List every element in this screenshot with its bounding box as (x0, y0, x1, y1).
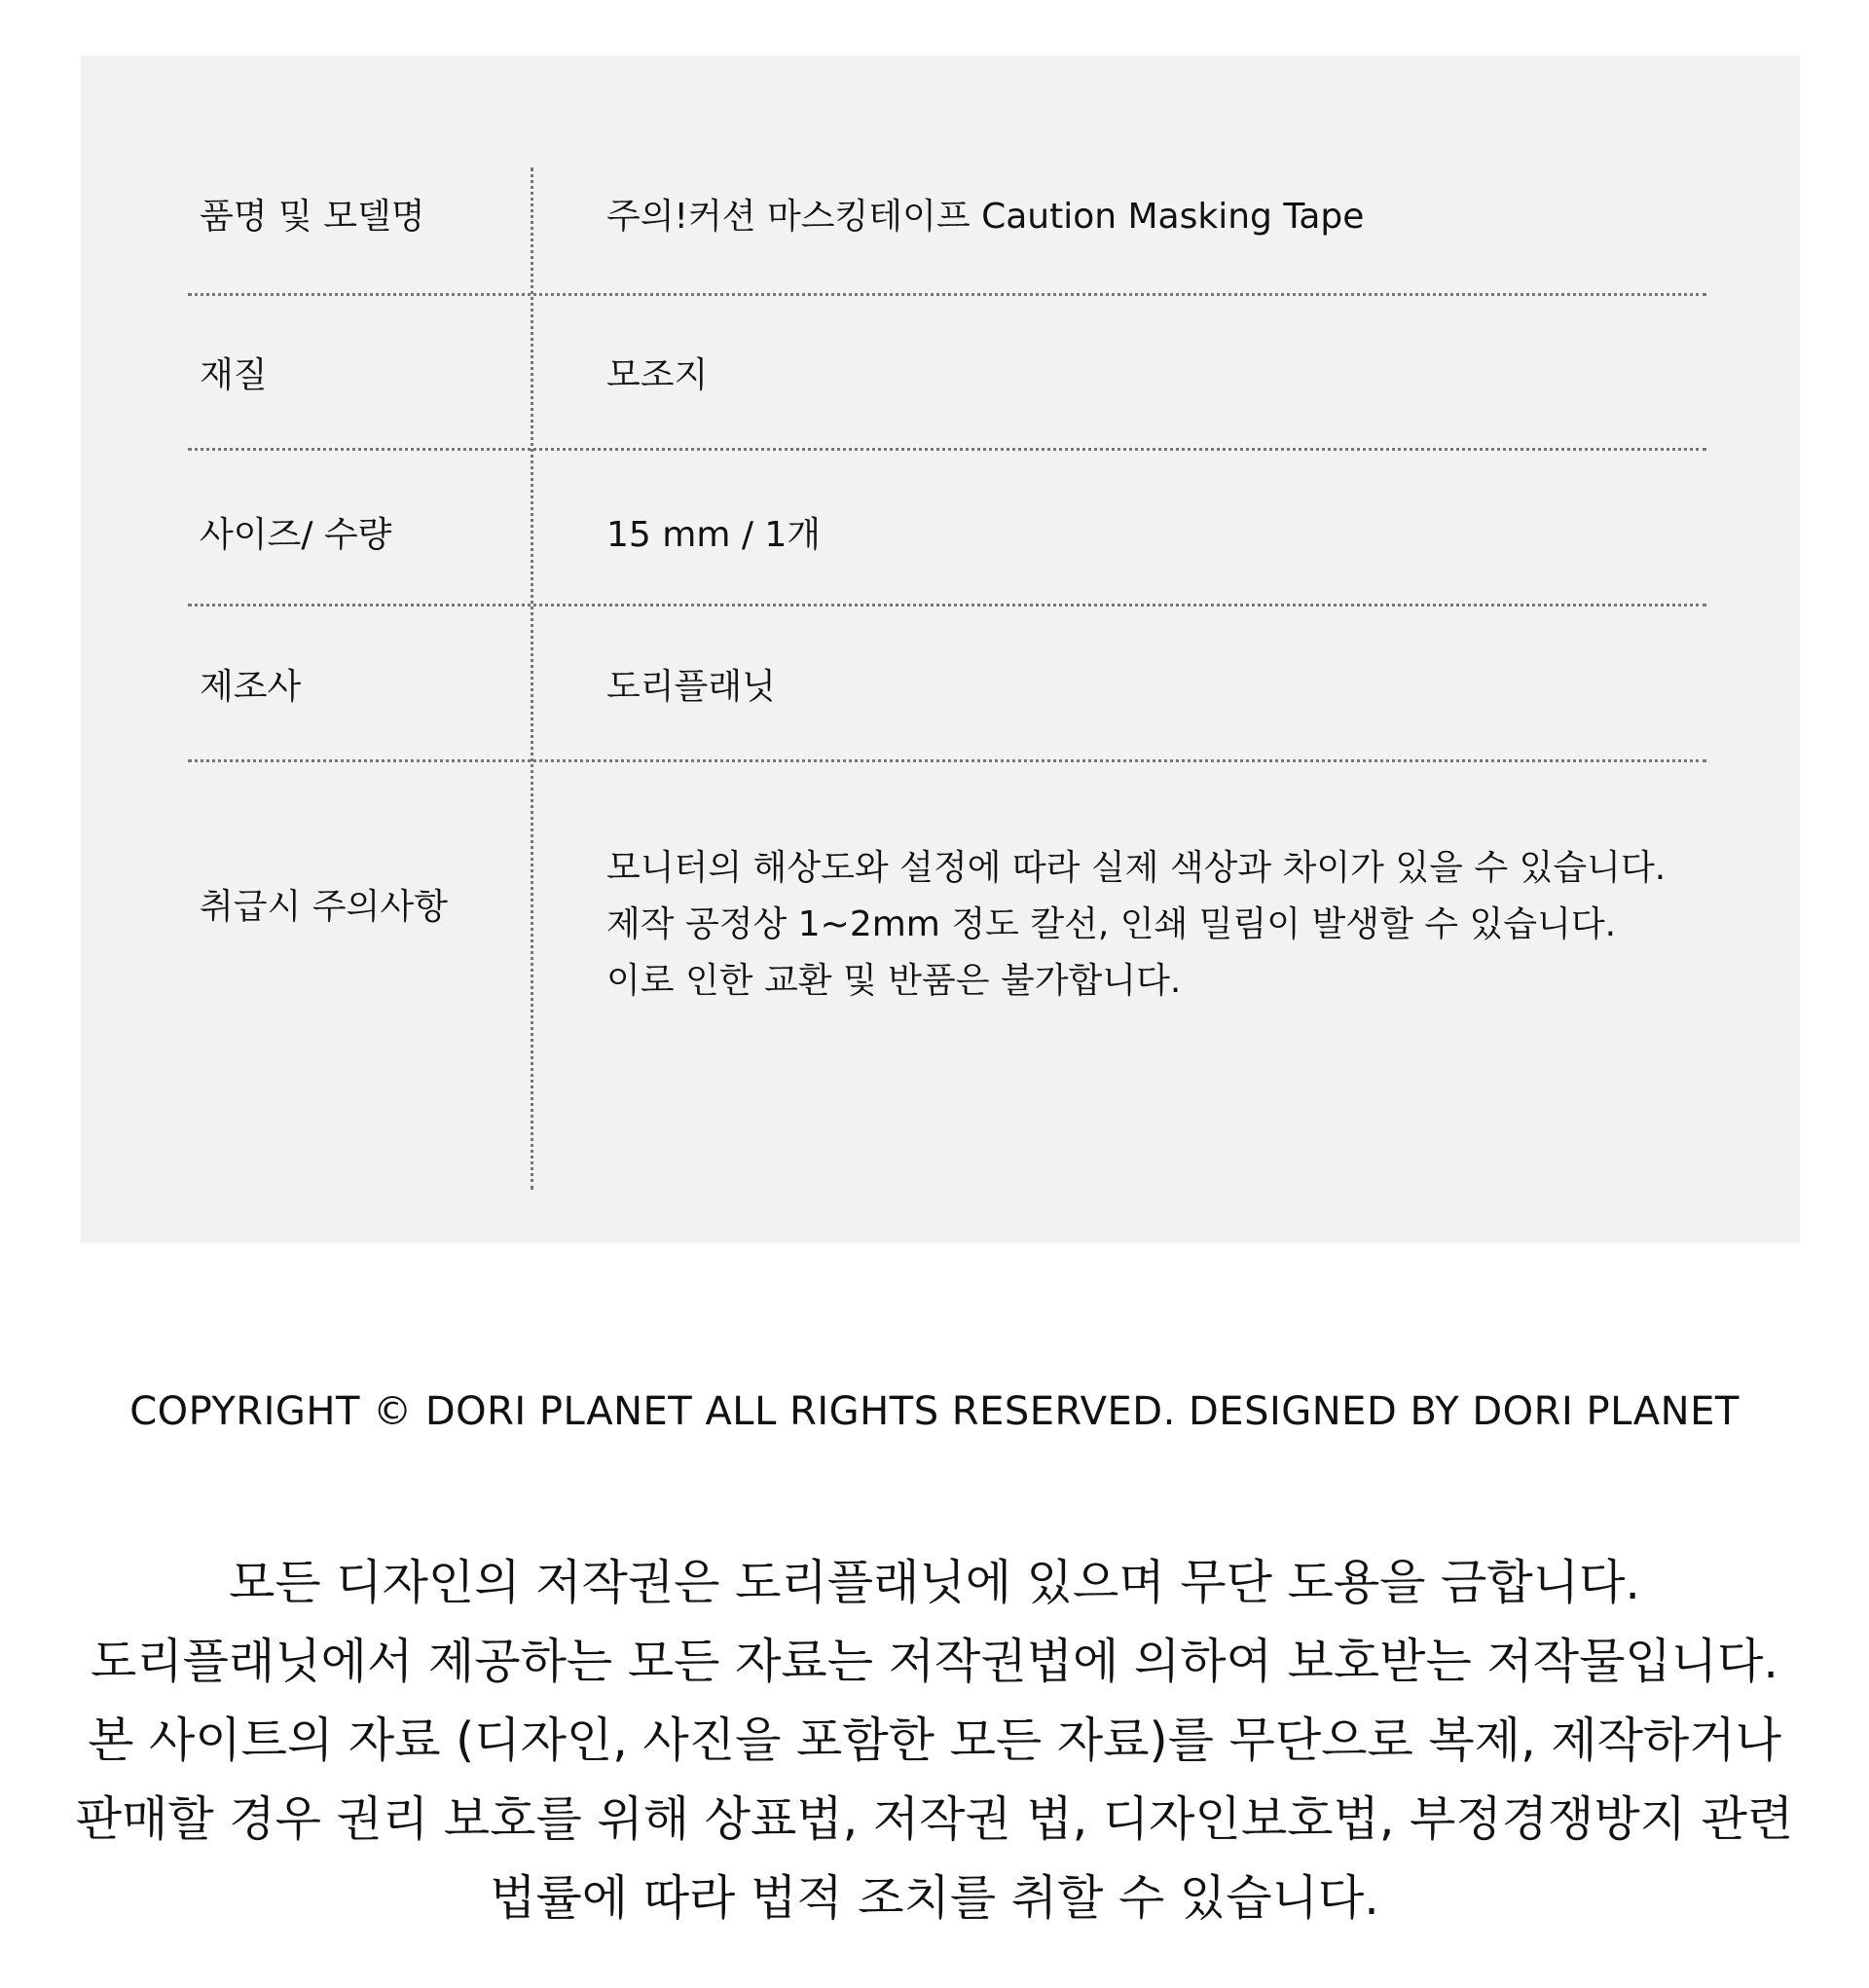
spec-value-material: 모조지 (606, 355, 709, 395)
spec-value-handling-caution (606, 840, 1666, 1010)
column-divider (531, 167, 533, 1190)
row-divider (188, 448, 1706, 451)
row-divider (188, 293, 1706, 296)
spec-label-material: 재질 (200, 355, 268, 395)
spec-value-manufacturer: 도리플래닛 (606, 667, 776, 707)
row-divider (188, 759, 1706, 762)
spec-value-size-quantity: 15 mm / 1개 (606, 515, 822, 555)
spec-label-handling-caution: 취급시 주의사항 (200, 887, 448, 927)
spec-label-manufacturer: 제조사 (200, 667, 302, 707)
copyright-text: COPYRIGHT © DORI PLANET ALL RIGHTS RESERVED. DESIGNED BY DORI PLANET (129, 1389, 1740, 1434)
spec-label-size-quantity: 사이즈/ 수량 (200, 515, 392, 555)
copyright-notice (39, 1543, 1830, 1937)
row-divider (188, 604, 1706, 607)
spec-value-product-name: 주의!커션 마스킹테이프 Caution Masking Tape (606, 197, 1365, 237)
caution-line: 모니터의 해상도와 설정에 따라 실제 색상과 차이가 있을 수 있습니다. (606, 848, 1667, 888)
notice-line: 모든 디자인의 저작권은 도리플래닛에 있으며 무단 도용을 금합니다. (229, 1555, 1640, 1610)
spec-label-product-name: 품명 및 모델명 (200, 197, 425, 237)
notice-line: 본 사이트의 자료 (디자인, 사진을 포함한 모든 자료)를 무단으로 복제, 제작하거나 (88, 1712, 1781, 1768)
notice-line: 판매할 경우 권리 보호를 위해 상표법, 저작권 법, 디자인보호법, 부정경쟁방지 관련 (75, 1791, 1794, 1847)
caution-line: 제작 공정상 1~2mm 정도 칼선, 인쇄 밀림이 발생할 수 있습니다. (606, 904, 1617, 944)
notice-line: 도리플래닛에서 제공하는 모든 자료는 저작권법에 의하여 보호받는 저작물입니다. (91, 1634, 1778, 1689)
product-spec-table (81, 55, 1800, 1243)
notice-line: 법률에 따라 법적 조치를 취할 수 있습니다. (490, 1870, 1379, 1926)
caution-line: 이로 인한 교환 및 반품은 불가합니다. (606, 961, 1182, 1001)
